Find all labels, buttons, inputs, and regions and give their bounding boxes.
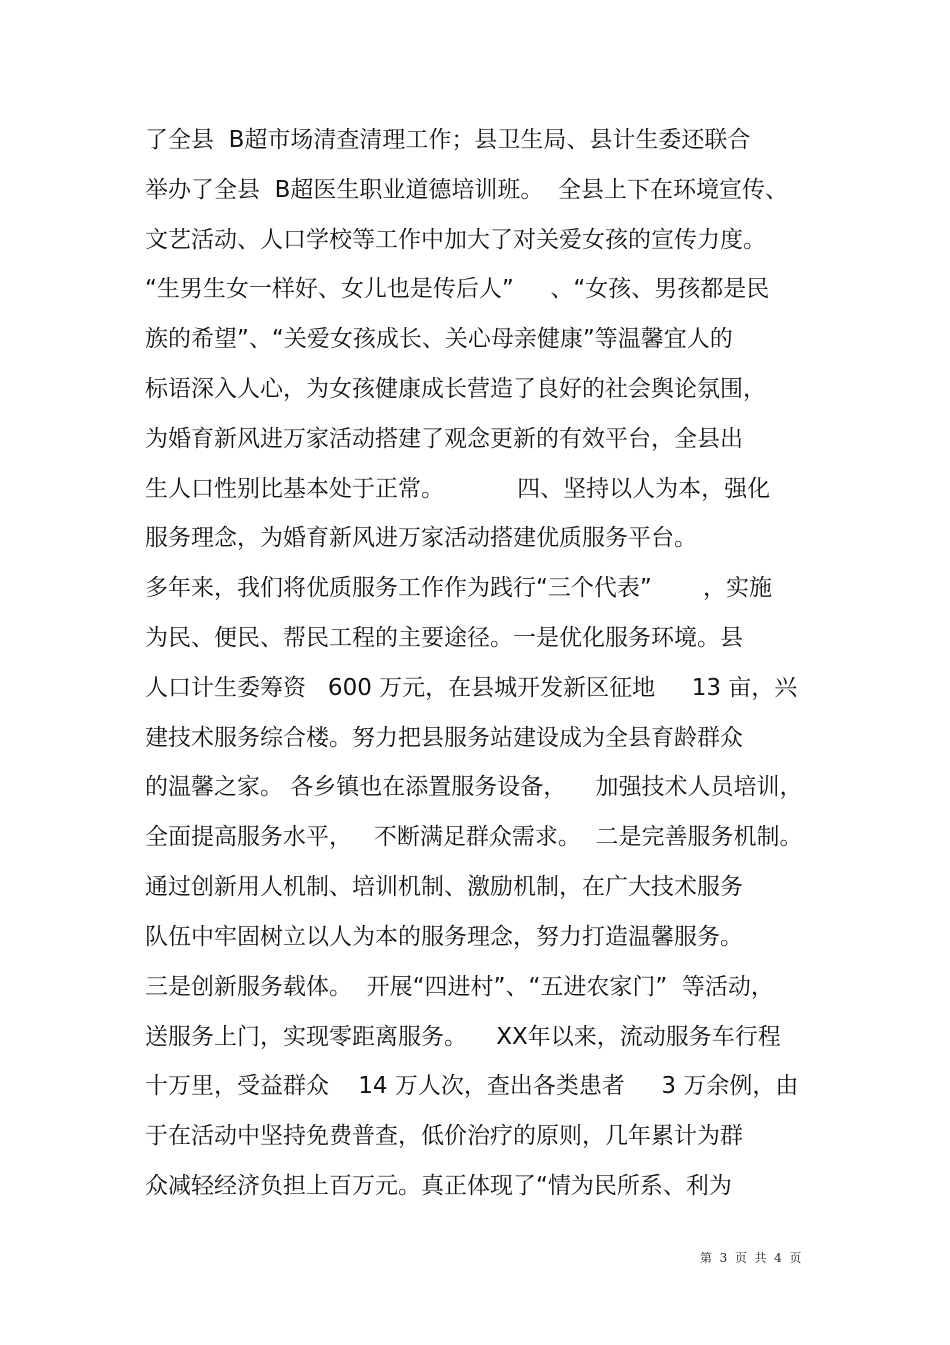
text-line: 服务理念，为婚育新风进万家活动搭建优质服务平台。	[145, 525, 697, 551]
text-line: 送服务上门，实现零距离服务。 XX年以来，流动服务车行程	[145, 1024, 781, 1050]
text-line: 为婚育新风进万家活动搭建了观念更新的有效平台，全县出	[145, 426, 743, 452]
text-line: 的温馨之家。 各乡镇也在添置服务设备， 加强技术人员培训，	[145, 774, 803, 800]
text-line: 标语深入人心，为女孩健康成长营造了良好的社会舆论氛围，	[145, 376, 766, 402]
text-line: 通过创新用人机制、培训机制、激励机制，在广大技术服务	[145, 874, 743, 900]
text-line: 队伍中牢固树立以人为本的服务理念，努力打造温馨服务。	[145, 924, 743, 950]
text-line: 三是创新服务载体。 开展“四进村”、“五进农家门” 等活动，	[145, 974, 774, 1000]
text-line: 文艺活动、人口学校等工作中加大了对关爱女孩的宣传力度。	[145, 227, 766, 253]
text-line: 了全县 B超市场清查清理工作；县卫生局、县计生委还联合	[145, 127, 751, 153]
text-line: 全面提高服务水平， 不断满足群众需求。 二是完善服务机制。	[145, 824, 803, 850]
page-number-footer: 第 3 页 共 4 页	[700, 1251, 802, 1265]
text-line: 于在活动中坚持免费普查，低价治疗的原则，几年累计为群	[145, 1123, 743, 1149]
text-line: 建技术服务综合楼。努力把县服务站建设成为全县育龄群众	[145, 725, 743, 751]
text-line: 生人口性别比基本处于正常。 四、坚持以人为本，强化	[145, 476, 771, 502]
text-line: 族的希望”、“关爱女孩成长、关心母亲健康”等温馨宜人的	[145, 326, 733, 352]
text-line: “生男生女一样好、女儿也是传后人” 、“女孩、男孩都是民	[145, 276, 770, 302]
text-line: 十万里，受益群众 14 万人次，查出各类患者 3 万余例，由	[145, 1073, 799, 1099]
text-line: 多年来，我们将优质服务工作作为践行“三个代表” ，实施	[145, 575, 773, 601]
text-line: 举办了全县 B超医生职业道德培训班。 全县上下在环境宣传、	[145, 177, 789, 203]
text-line: 为民、便民、帮民工程的主要途径。一是优化服务环境。县	[145, 625, 743, 651]
text-line: 众减轻经济负担上百万元。真正体现了“情为民所系、利为	[145, 1173, 732, 1199]
text-line: 人口计生委筹资 600 万元，在县城开发新区征地 13 亩，兴	[145, 675, 798, 701]
